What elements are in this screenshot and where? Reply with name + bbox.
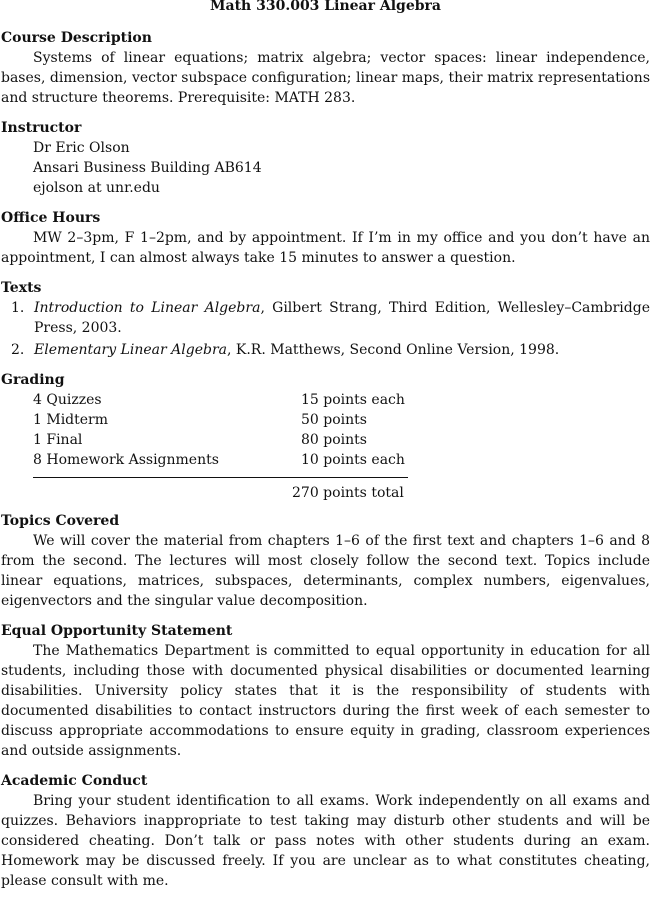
equal-opportunity-text: The Mathematics Department is committed to equal opportunity in education for all students, including those with documented physical disabilities or documented learning disabilities. University policy states that it is the responsibility of students with documented disabilities to contact instructors during the first week of each semester to discuss appropriate accommodations to ensure equity in grading, classroom experiences and outside assignments.: [1, 643, 650, 759]
list-item-number: 1.: [11, 300, 25, 316]
equal-opportunity-heading: Equal Opportunity Statement: [1, 623, 233, 639]
grading-item: 4 Quizzes: [33, 392, 102, 408]
table-row: [33, 410, 409, 430]
list-item: [1, 298, 650, 338]
book-title: Elementary Linear Algebra: [34, 342, 227, 358]
grading-points: 15 points each: [301, 392, 405, 408]
page-title: Math 330.003 Linear Algebra: [210, 0, 441, 14]
office-hours-text: MW 2–3pm, F 1–2pm, and by appointment. If I’m in my office and you don’t have an appointment, I can almost always take 15 minutes to answer a question.: [1, 230, 650, 266]
instructor-heading: Instructor: [1, 120, 82, 136]
instructor-office: Ansari Business Building AB614: [33, 160, 262, 176]
grading-item: 8 Homework Assignments: [33, 452, 219, 468]
book-title: Introduction to Linear Algebra: [34, 300, 261, 316]
table-row: [33, 430, 409, 450]
grading-item: 1 Midterm: [33, 412, 109, 428]
course-description-text: Systems of linear equations; matrix algebra; vector spaces: linear independence, bases, dimension, vector subspace configuration; linear maps, their matrix representations and structure theorems. Prerequisite: MATH 283.: [1, 50, 650, 106]
grading-item: 1 Final: [33, 432, 83, 448]
topics-text: We will cover the material from chapters 1–6 of the first text and chapters 1–6 and 8 from the second. The lectures will most closely follow the second text. Topics include linear equations, matrices, subspaces, determinants, complex numbers, eigenvalues, eigenvectors and the singular value decomposition.: [1, 533, 650, 609]
book-details: , K.R. Matthews, Second Online Version, 1998.: [227, 342, 560, 358]
grading-total-spacer: [33, 483, 292, 503]
grading-points: 10 points each: [301, 452, 405, 468]
texts-list: [1, 298, 650, 360]
list-item: [1, 340, 650, 360]
texts-heading: Texts: [1, 280, 42, 296]
instructor-name: Dr Eric Olson: [33, 140, 130, 156]
academic-conduct-heading: Academic Conduct: [1, 773, 148, 789]
table-row: [33, 450, 409, 470]
list-item-number: 2.: [11, 342, 25, 358]
book-details: , Gilbert Strang, Third Edition, Wellesley–Cambridge Press, 2003.: [34, 300, 650, 336]
table-row: [33, 390, 409, 410]
instructor-email: ejolson at unr.edu: [33, 180, 160, 196]
grading-total: 270 points total: [292, 485, 404, 501]
grading-table: [33, 390, 409, 470]
topics-heading: Topics Covered: [1, 513, 120, 529]
office-hours-heading: Office Hours: [1, 210, 101, 226]
grading-total-row: [33, 483, 409, 503]
course-description-heading: Course Description: [1, 30, 152, 46]
grading-heading: Grading: [1, 372, 65, 388]
grading-points: 80 points: [301, 432, 367, 448]
grading-points: 50 points: [301, 412, 367, 428]
academic-conduct-text: Bring your student identification to all exams. Work independently on all exams and quizzes. Behaviors inappropriate to test taking may disturb other students and will be considered cheating. Don’t talk or pass notes with other students during an exam. Homework may be discussed freely. If you are unclear as to what constitutes cheating, please consult with me.: [1, 793, 650, 889]
grading-divider: [33, 477, 408, 478]
instructor-block: [1, 138, 650, 198]
